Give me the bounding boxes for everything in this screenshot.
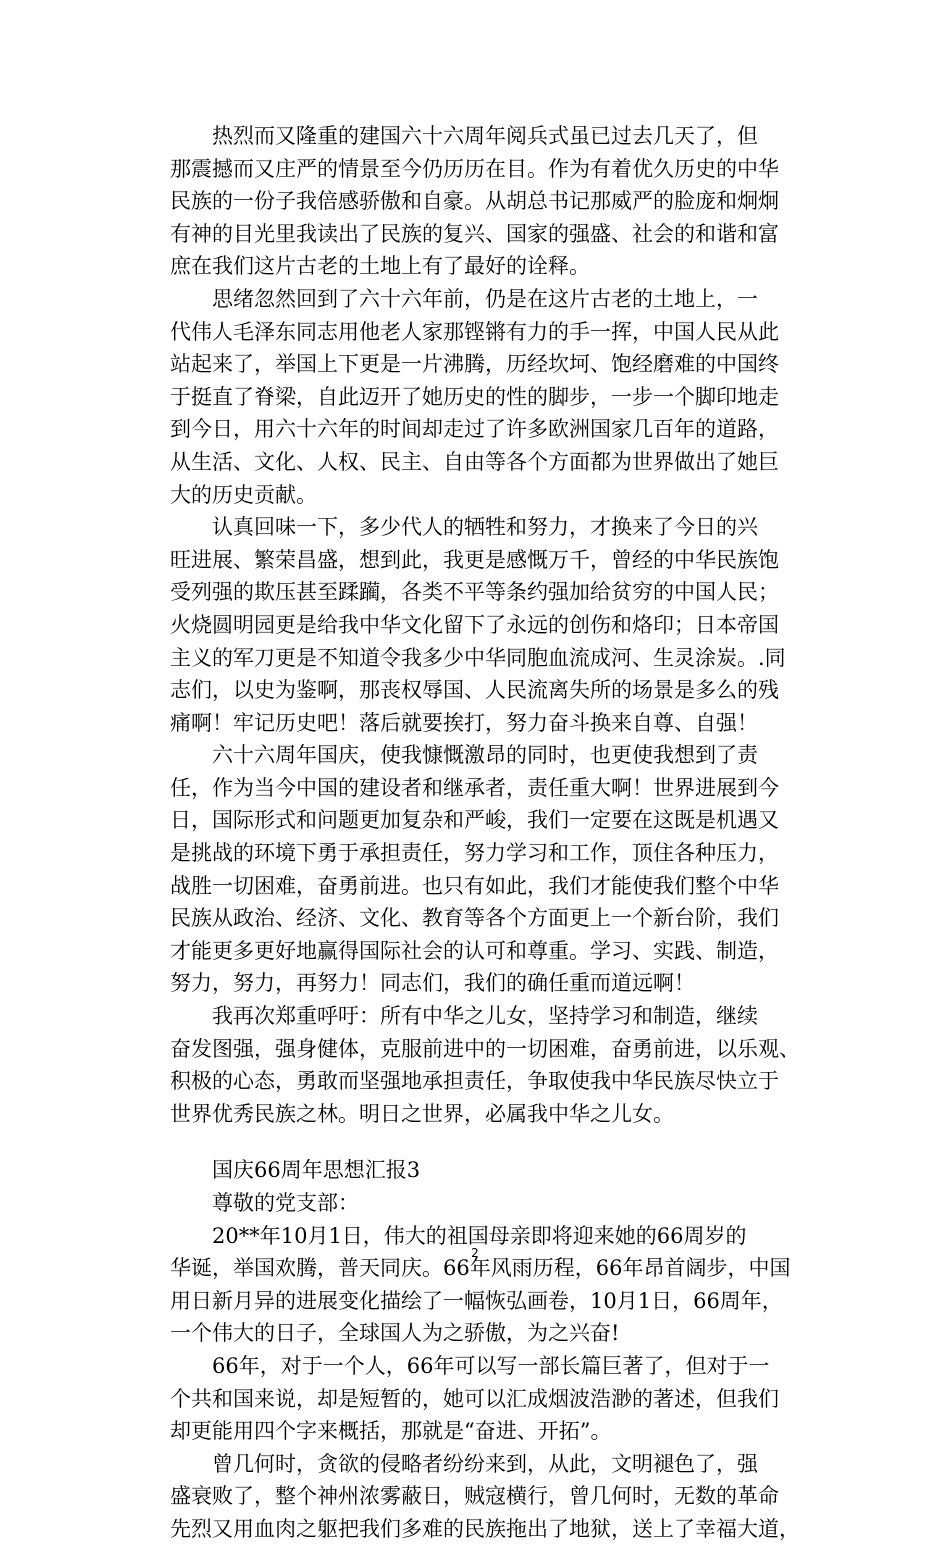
text-line: 66年，对于一个人，66年可以写一部长篇巨著了，但对于一: [212, 1353, 770, 1378]
text-line: 民族的一份子我倍感骄傲和自豪。从胡总书记那威严的脸庞和炯炯: [170, 189, 779, 214]
text-line: 志们，以史为鉴啊，那丧权辱国、人民流离失所的场景是多么的残: [170, 678, 779, 703]
text-line: 站起来了，举国上下更是一片沸腾，历经坎坷、饱经磨难的中国终: [170, 352, 779, 377]
page-number: 2: [471, 1246, 479, 1260]
text-line: 到今日，用六十六年的时间却走过了许多欧洲国家几百年的道路，: [170, 417, 779, 442]
text-line: 有神的目光里我读出了民族的复兴、国家的强盛、社会的和谐和富: [170, 221, 779, 246]
salutation: 尊敬的党支部：: [212, 1191, 359, 1215]
text-line: 旺进展、繁荣昌盛，想到此，我更是感慨万千，曾经的中华民族饱: [170, 547, 779, 572]
text-line: 民族从政治、经济、文化、教育等各个方面更上一个新台阶，我们: [170, 906, 779, 931]
text-line: 我再次郑重呼吁：所有中华之儿女，坚持学习和制造，继续: [212, 1004, 758, 1029]
text-line: 日，国际形式和问题更加复杂和严峻，我们一定要在这既是机遇又: [170, 808, 779, 833]
document-body: [170, 120, 825, 1546]
text-line: 任，作为当今中国的建设者和继承者，责任重大啊！世界进展到今: [170, 775, 779, 800]
text-line: 华诞，举国欢腾，普天同庆。66年风雨历程，66年昂首阔步，中国: [170, 1256, 791, 1281]
section-heading: 国庆66周年思想汇报3: [212, 1158, 421, 1183]
text-line: 火烧圆明园更是给我中华文化留下了永远的创伤和烙印；日本帝国: [170, 612, 779, 637]
text-line: 庶在我们这片古老的土地上有了最好的诠释。: [170, 254, 590, 279]
text-line: 那震撼而又庄严的情景至今仍历历在目。作为有着优久历史的中华: [170, 156, 779, 181]
text-line: 奋发图强，强身健体，克服前进中的一切困难，奋勇前进，以乐观、: [170, 1036, 800, 1061]
text-line: 盛衰败了，整个神州浓雾蔽日，贼寇横行，曾几何时，无数的革命: [170, 1484, 779, 1509]
text-line: 一个伟大的日子，全球国人为之骄傲，为之兴奋!: [170, 1321, 620, 1346]
essay-section-2: [170, 1154, 825, 1545]
text-line: 是挑战的环境下勇于承担责任，努力学习和工作，顶住各种压力，: [170, 841, 779, 866]
text-line: 热烈而又隆重的建国六十六周年阅兵式虽已过去几天了，但: [212, 124, 758, 148]
text-line: 思绪忽然回到了六十六年前，仍是在这片古老的土地上，一: [212, 286, 758, 311]
text-line: 认真回味一下，多少代人的牺牲和努力，才换来了今日的兴: [212, 515, 758, 540]
text-line: 六十六周年国庆，使我慷慨激昂的同时，也更使我想到了责: [212, 743, 758, 768]
section-gap: [170, 1130, 825, 1154]
text-line: 曾几何时，贪欲的侵略者纷纷来到，从此，文明褪色了，强: [212, 1451, 758, 1476]
text-line: 努力，努力，再努力！同志们，我们的确任重而道远啊！: [170, 971, 695, 996]
text-line: 先烈又用血肉之躯把我们多难的民族拖出了地狱，送上了幸福大道，: [170, 1516, 800, 1541]
essay-section-1: [170, 120, 825, 1130]
text-line: 用日新月异的进展变化描绘了一幅恢弘画卷，10月1日，66周年，: [170, 1288, 783, 1313]
text-line: 20**年10月1日，伟大的祖国母亲即将迎来她的66周岁的: [212, 1223, 747, 1248]
text-line: 却更能用四个字来概括，那就是“奋进、开拓”。: [170, 1419, 612, 1444]
text-line: 从生活、文化、人权、民主、自由等各个方面都为世界做出了她巨: [170, 449, 779, 474]
text-line: 个共和国来说，却是短暂的，她可以汇成烟波浩渺的著述，但我们: [170, 1386, 779, 1411]
text-line: 代伟人毛泽东同志用他老人家那铿锵有力的手一挥，中国人民从此: [170, 319, 779, 344]
text-line: 主义的军刀更是不知道令我多少中华同胞血流成河、生灵涂炭。.同: [170, 645, 786, 670]
text-line: 大的历史贡献。: [170, 482, 317, 507]
text-line: 才能更多更好地赢得国际社会的认可和尊重。学习、实践、制造，: [170, 938, 779, 963]
text-line: 积极的心态，勇敢而坚强地承担责任，争取使我中华民族尽快立于: [170, 1069, 779, 1094]
text-line: 于挺直了脊梁，自此迈开了她历史的性的脚步，一步一个脚印地走: [170, 384, 779, 409]
text-line: 受列强的欺压甚至蹂躏，各类不平等条约强加给贫穷的中国人民；: [170, 580, 779, 605]
text-line: 战胜一切困难，奋勇前进。也只有如此，我们才能使我们整个中华: [170, 873, 779, 898]
text-line: 世界优秀民族之林。明日之世界，必属我中华之儿女。: [170, 1101, 674, 1126]
text-line: 痛啊！牢记历史吧！落后就要挨打，努力奋斗换来自尊、自强！: [170, 710, 758, 735]
